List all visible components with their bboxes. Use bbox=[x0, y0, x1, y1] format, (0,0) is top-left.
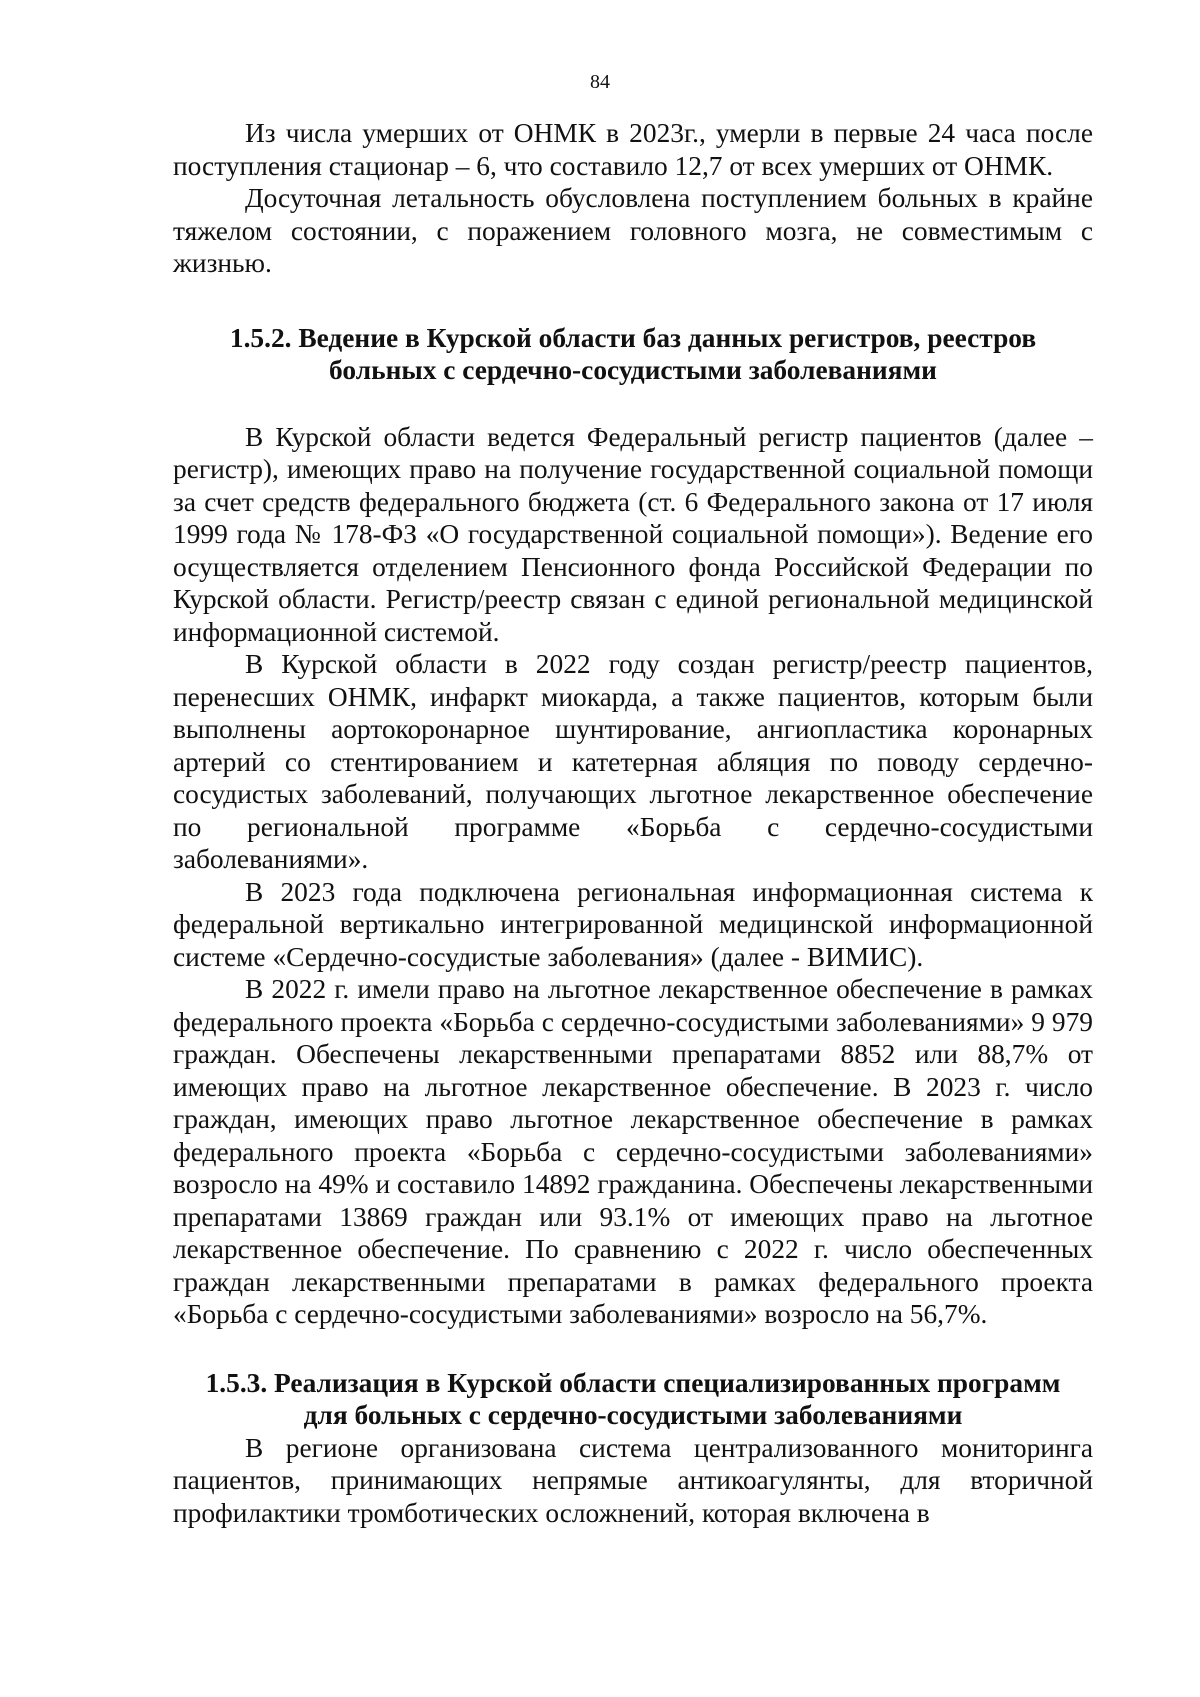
paragraph: Досуточная летальность обусловлена поступлением больных в крайне тяжелом состоянии, с поражением головного мозга, не совместимым с жизнью. bbox=[173, 183, 1093, 278]
paragraph: Из числа умерших от ОНМК в 2023г., умерли в первые 24 часа после поступления стационар – 6, что составило 12,7 от всех умерших от ОНМК. bbox=[173, 118, 1093, 181]
section-heading-1-5-2 bbox=[173, 322, 1093, 387]
section-heading-line: 1.5.3. Реализация в Курской области специализированных программ bbox=[205, 1367, 1061, 1398]
section-heading-1-5-3 bbox=[158, 1367, 1108, 1432]
document-body bbox=[173, 117, 1093, 1529]
section-heading-line: для больных с сердечно-сосудистыми заболеваниями bbox=[303, 1400, 963, 1430]
paragraph: В 2022 г. имели право на льготное лекарственное обеспечение в рамках федерального проекта «Борьба с сердечно-сосудистыми заболеваниями» 9 979 граждан. Обеспечены лекарственными препаратами 8852 или 88,7% от имеющих право на льготное лекарственное обеспечение. В 2023 г. число граждан, имеющих право льготное лекарственное обеспечение в рамках федерального проекта «Борьба с сердечно-сосудистыми заболеваниями» возросло на 49% и составило 14892 гражданина. Обеспечены лекарственными препаратами 13869 граждан или 93.1% от имеющих право на льготное лекарственное обеспечение. По сравнению с 2022 г. число обеспеченных граждан лекарственными препаратами в рамках федерального проекта «Борьба с сердечно-сосудистыми заболеваниями» возросло на 56,7%. bbox=[173, 974, 1093, 1329]
page-number: 84 bbox=[590, 71, 610, 93]
section-heading-line: больных с сердечно-сосудистыми заболеваниями bbox=[329, 355, 937, 385]
paragraph: В Курской области ведется Федеральный регистр пациентов (далее – регистр), имеющих право на получение государственной социальной помощи за счет средств федерального бюджета (ст. 6 Федерального закона от 17 июля 1999 года № 178-ФЗ «О государственной социальной помощи»). Ведение его осуществляется отделением Пенсионного фонда Российской Федерации по Курской области. Регистр/реестр связан с единой региональной медицинской информационной системой. bbox=[173, 421, 1093, 647]
paragraph: В регионе организована система централизованного мониторинга пациентов, принимающих непрямые антикоагулянты, для вторичной профилактики тромботических осложнений, которая включена в bbox=[173, 1432, 1093, 1528]
paragraph: В 2023 года подключена региональная информационная система к федеральной вертикально интегрированной медицинской информационной системе «Сердечно-сосудистые заболевания» (далее - ВИМИС). bbox=[173, 876, 1093, 972]
paragraph: В Курской области в 2022 году создан регистр/реестр пациентов, перенесших ОНМК, инфаркт миокарда, а также пациентов, которым были выполнены аортокоронарное шунтирование, ангиопластика коронарных артерий со стентированием и катетерная абляция по поводу сердечно-сосудистых заболеваний, получающих льготное лекарственное обеспечение по региональной программе «Борьба с сердечно-сосудистыми заболеваниями». bbox=[173, 649, 1093, 874]
section-heading-line: 1.5.2. Ведение в Курской области баз данных регистров, реестров bbox=[229, 322, 1037, 353]
